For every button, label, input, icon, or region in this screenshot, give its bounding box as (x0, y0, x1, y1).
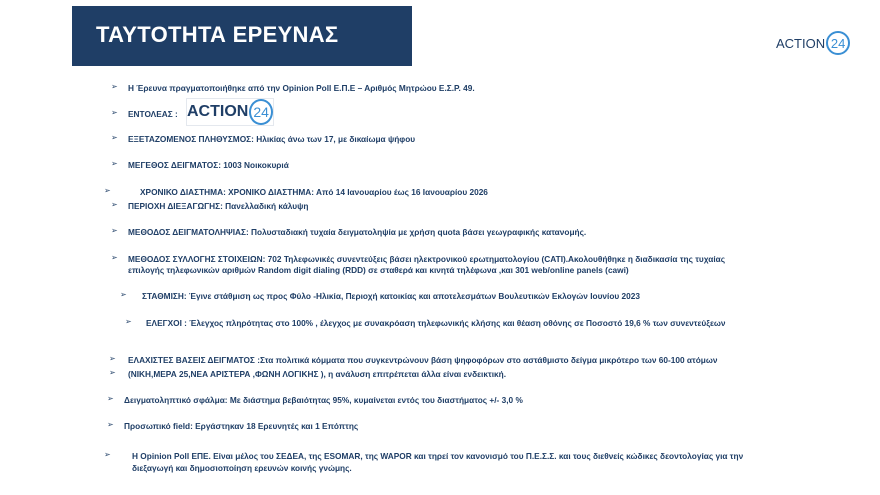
bullet-icon: ➢ (111, 226, 118, 235)
title-banner (72, 6, 412, 66)
bullet-icon: ➢ (111, 133, 118, 142)
weighting-line: ΣΤΑΘΜΙΣΗ: Έγινε στάθμιση ως προς Φύλο -Ηλικία, Περιοχή κατοικίας και αποτελεσμάτων Βουλευτικών Εκλογών Ιουνίου 2023 (142, 291, 640, 301)
survey-conducted-line: Η Έρευνα πραγματοποιήθηκε από την Opinion Poll Ε.Π.Ε – Αριθμός Μητρώου Ε.Σ.Ρ. 49. (128, 83, 475, 93)
membership-line-1: Η Opinion Poll ΕΠΕ. Είναι μέλος του ΣΕΔΕΑ, της ESOMAR, της WAPOR και τηρεί τον κανονισμό του Π.Ε.Σ.Σ. και τους διεθνείς κώδικες δεοντολογίας για την (132, 451, 744, 461)
bullet-icon: ➢ (104, 450, 111, 459)
bullet-icon: ➢ (111, 200, 118, 209)
bullet-icon: ➢ (111, 159, 118, 168)
sample-size-line: ΜΕΓΕΘΟΣ ΔΕΙΓΜΑΤΟΣ: 1003 Νοικοκυριά (128, 160, 289, 170)
action24-logo (776, 28, 856, 58)
bullet-icon: ➢ (111, 253, 118, 262)
time-period-line: ΧΡΟΝΙΚΟ ΔΙΑΣΤΗΜΑ: ΧΡΟΝΙΚΟ ΔΙΑΣΤΗΜΑ: Από 14 Ιανουαρίου έως 16 Ιανουαρίου 2026 (140, 187, 488, 197)
bullet-icon: ➢ (107, 394, 114, 403)
bullet-icon: ➢ (104, 186, 111, 195)
bullet-icon: ➢ (111, 82, 118, 91)
minimum-bases-line: ΕΛΑΧΙΣΤΕΣ ΒΑΣΕΙΣ ΔΕΙΓΜΑΤΟΣ :Στα πολιτικά κόμματα που συγκεντρώνουν βάση ψηφοφόρων στο αστάθμιστο δείγμα μικρότερο των 60-100 ατόμων (128, 355, 718, 365)
sampling-method-line: ΜΕΘΟΔΟΣ ΔΕΙΓΜΑΤΟΛΗΨΙΑΣ: Πολυσταδιακή τυχαία δειγματοληψία με χρήση quota βάσει γεωγραφικής κατανομής. (128, 227, 587, 237)
data-collection-line-1: ΜΕΘΟΔΟΣ ΣΥΛΛΟΓΗΣ ΣΤΟΙΧΕΙΩΝ: 702 Τηλεφωνικές συνεντεύξεις βάσει ηλεκτρονικού ερωτηματολογίου (CATI).Ακολουθήθηκε η διαδικασία της τυχαίας (128, 254, 726, 264)
logo-word: ACTION (776, 35, 826, 51)
logo-number: 24 (830, 35, 846, 51)
bullet-icon: ➢ (109, 368, 116, 377)
population-line: ΕΞΕΤΑΖΟΜΕΝΟΣ ΠΛΗΘΥΣΜΟΣ: Ηλικίας άνω των 17, με δικαίωμα ψήφου (128, 134, 416, 144)
bullet-icon: ➢ (107, 420, 114, 429)
region-line: ΠΕΡΙΟΧΗ ΔΙΕΞΑΓΩΓΗΣ: Πανελλαδική κάλυψη (128, 201, 309, 211)
bullet-icon: ➢ (125, 317, 132, 326)
quality-checks-line: ΕΛΕΓΧΟΙ : Έλεγχος πληρότητας στο 100% , έλεγχος με συνακρόαση τηλεφωνικής κλήσης και θέαση οθόνης σε Ποσοστό 19,6 % των συνεντεύξεων (146, 318, 726, 328)
logo-ring (826, 31, 850, 55)
bullet-icon: ➢ (120, 290, 127, 299)
client-logo-number: 24 (253, 104, 269, 120)
bullet-icon: ➢ (111, 108, 118, 117)
sampling-error-line: Δειγματοληπτικό σφάλμα: Με διάστημα βεβαιότητας 95%, κυμαίνεται εντός του διαστήματος +/- 3,0 % (124, 395, 523, 405)
bullet-icon: ➢ (109, 354, 116, 363)
client-logo-ring (249, 99, 273, 125)
page-title: ΤΑΥΤΟΤΗΤΑ ΕΡΕΥΝΑΣ (96, 22, 339, 47)
membership-line-2: διεξαγωγή και δημοσιοποίηση ερευνών κοινής γνώμης. (132, 463, 352, 473)
data-collection-line-2: επιλογής τηλεφωνικών αριθμών Random digit dialing (RDD) σε σταθερά και κινητά τηλέφωνα ,και 301 web/online panels (cawi) (128, 265, 629, 275)
client-logo-word: ACTION (187, 103, 249, 120)
client-label: ΕΝΤΟΛΕΑΣ : (128, 109, 178, 119)
client-logo (186, 98, 274, 126)
field-staff-line: Προσωπικό field: Εργάστηκαν 18 Ερευνητές και 1 Επόπτης (124, 421, 359, 431)
minimum-bases-parties-line: (ΝΙΚΗ,ΜΕΡΑ 25,ΝΕΑ ΑΡΙΣΤΕΡΑ ,ΦΩΝΗ ΛΟΓΙΚΗΣ ), η ανάλυση επιτρέπεται άλλα είναι ενδεικτική. (128, 369, 506, 379)
